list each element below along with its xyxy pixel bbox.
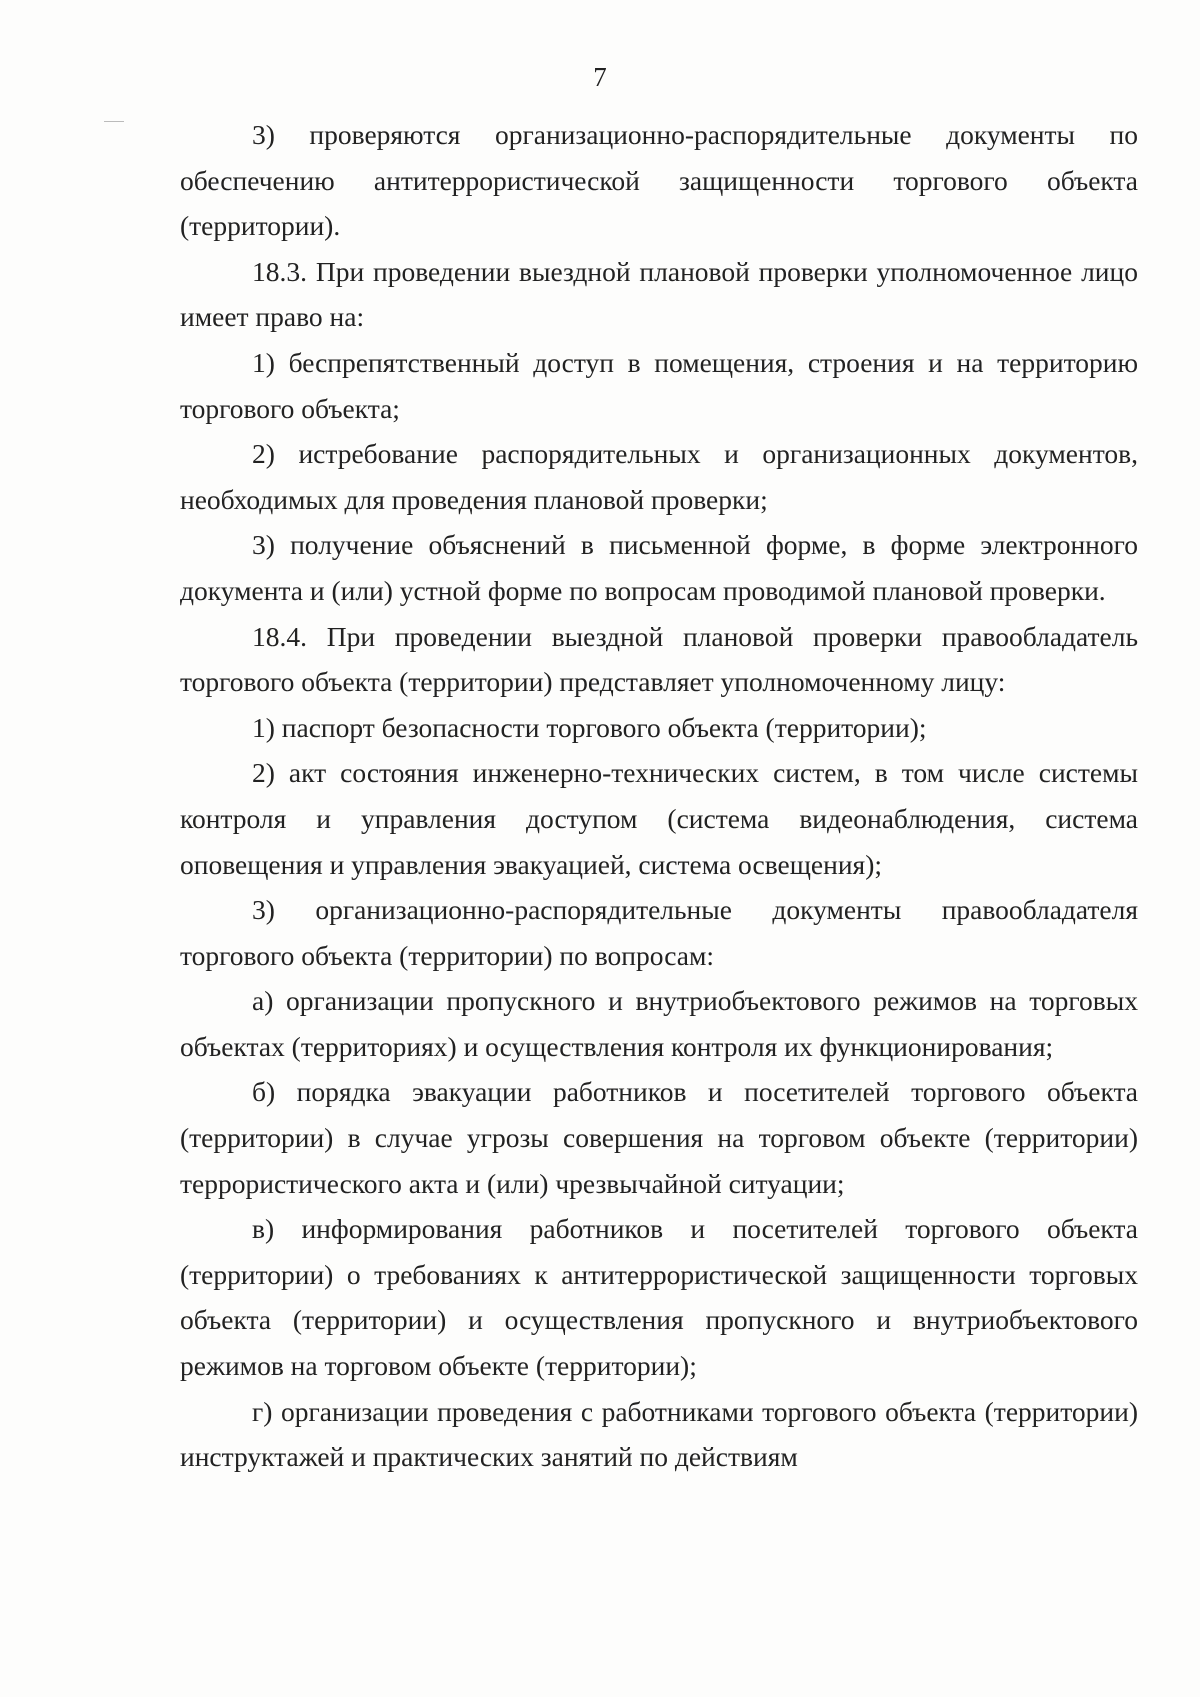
paragraph-passport: 1) паспорт безопасности торгового объекта (территории); <box>252 711 927 743</box>
paragraph-right-request-documents: 2) истребование распорядительных и организационных документов, необходимых для проведения плановой проверки; <box>180 438 1138 515</box>
paragraph-sub-g: г) организации проведения с работниками торгового объекта (территории) инструктажей и практических занятий по действиям <box>180 1395 1138 1473</box>
paragraph-sub-a: а) организации пропускного и внутриобъектового режимов на торговых объектах (территориях) и осуществления контроля их функционирования; <box>180 985 1138 1062</box>
page-number: 7 <box>593 62 607 92</box>
paragraph-sub-b: б) порядка эвакуации работников и посетителей торгового объекта (территории) в случае угрозы совершения на торговом объекте (территории) террористического акта и (или) чрезвычайной ситуации; <box>180 1076 1138 1199</box>
paragraph-right-access: 1) беспрепятственный доступ в помещения, строения и на территорию торгового объекта; <box>180 346 1138 424</box>
paragraph-18-4: 18.4. При проведении выездной плановой проверки правообладатель торгового объекта (территории) представляет уполномоченному лицу: <box>180 620 1138 698</box>
document-body <box>180 112 1138 1480</box>
scan-mark <box>104 121 124 122</box>
paragraph-right-explanations: 3) получение объяснений в письменной форме, в форме электронного документа и (или) устной форме по вопросам проводимой плановой проверки. <box>180 529 1138 606</box>
paragraph-item-3-documents-checked: 3) проверяются организационно-распорядительные документы по обеспечению антитеррористической защищенности торгового объекта (территории). <box>180 119 1138 242</box>
paragraph-org-documents: 3) организационно-распорядительные документы правообладателя торгового объекта (территории) по вопросам: <box>180 894 1138 971</box>
paragraph-18-3: 18.3. При проведении выездной плановой проверки уполномоченное лицо имеет право на: <box>180 255 1138 333</box>
paragraph-act-systems: 2) акт состояния инженерно-технических систем, в том числе системы контроля и управления доступом (система видеонаблюдения, система оповещения и управления эвакуацией, система освещения); <box>180 757 1138 880</box>
paragraph-sub-v: в) информирования работников и посетителей торгового объекта (территории) о требованиях к антитеррористической защищенности торговых объекта (территории) и осуществления пропускного и внутриобъектового режимов на торговом объекте (территории); <box>180 1213 1138 1382</box>
